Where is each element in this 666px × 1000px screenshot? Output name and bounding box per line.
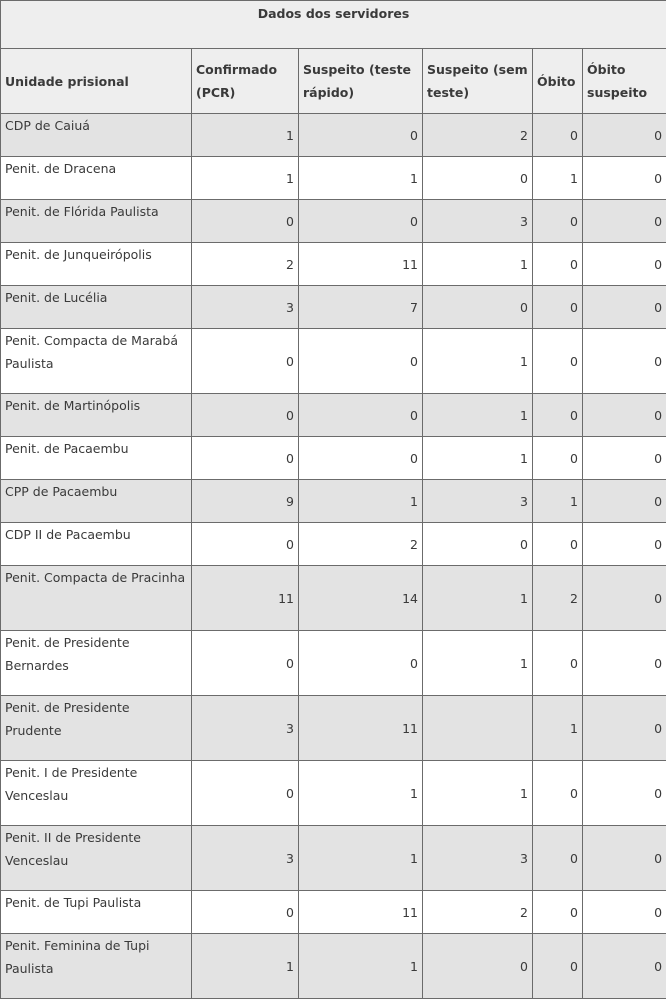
column-header-unit: Unidade prisional <box>1 49 192 114</box>
cell-unit: Penit. I de Presidente Venceslau <box>1 761 192 826</box>
cell-suspect-no-test: 0 <box>423 934 533 999</box>
cell-suspected-death: 0 <box>583 329 666 394</box>
cell-unit: Penit. de Dracena <box>1 157 192 200</box>
table-row <box>1 480 666 523</box>
cell-death: 1 <box>533 157 583 200</box>
cell-suspected-death: 0 <box>583 286 666 329</box>
cell-suspected-death: 0 <box>583 761 666 826</box>
cell-suspect-no-test: 1 <box>423 437 533 480</box>
cell-confirmed-pcr: 3 <box>192 286 299 329</box>
table-row <box>1 761 666 826</box>
cell-suspect-no-test: 3 <box>423 826 533 891</box>
cell-confirmed-pcr: 0 <box>192 761 299 826</box>
cell-death: 0 <box>533 523 583 566</box>
cell-suspected-death: 0 <box>583 631 666 696</box>
cell-unit: Penit. de Junqueirópolis <box>1 243 192 286</box>
cell-unit: Penit. de Presidente Prudente <box>1 696 192 761</box>
cell-death: 0 <box>533 631 583 696</box>
cell-suspected-death: 0 <box>583 891 666 934</box>
cell-suspect-rapid-test: 1 <box>299 826 423 891</box>
table-row <box>1 286 666 329</box>
column-header-suspect-no-test: Suspeito (sem teste) <box>423 49 533 114</box>
cell-death: 0 <box>533 286 583 329</box>
table-row <box>1 114 666 157</box>
cell-confirmed-pcr: 3 <box>192 826 299 891</box>
table-row <box>1 826 666 891</box>
table-row <box>1 523 666 566</box>
cell-unit: Penit. Compacta de Marabá Paulista <box>1 329 192 394</box>
cell-suspect-rapid-test: 1 <box>299 934 423 999</box>
cell-suspect-no-test: 1 <box>423 631 533 696</box>
cell-death: 2 <box>533 566 583 631</box>
cell-confirmed-pcr: 0 <box>192 329 299 394</box>
cell-suspect-rapid-test: 2 <box>299 523 423 566</box>
cell-suspect-rapid-test: 11 <box>299 891 423 934</box>
cell-confirmed-pcr: 0 <box>192 523 299 566</box>
cell-suspect-rapid-test: 7 <box>299 286 423 329</box>
column-header-death: Óbito <box>533 49 583 114</box>
column-header-suspect-rapid-test: Suspeito (teste rápido) <box>299 49 423 114</box>
table-row <box>1 394 666 437</box>
cell-unit: Penit. de Martinópolis <box>1 394 192 437</box>
table-row <box>1 437 666 480</box>
cell-suspect-no-test: 1 <box>423 243 533 286</box>
cell-suspected-death: 0 <box>583 114 666 157</box>
cell-confirmed-pcr: 0 <box>192 394 299 437</box>
cell-suspected-death: 0 <box>583 523 666 566</box>
cell-suspect-no-test: 1 <box>423 761 533 826</box>
cell-suspected-death: 0 <box>583 826 666 891</box>
cell-confirmed-pcr: 1 <box>192 114 299 157</box>
cell-suspected-death: 0 <box>583 157 666 200</box>
cell-suspect-rapid-test: 11 <box>299 696 423 761</box>
table-row <box>1 696 666 761</box>
cell-suspect-rapid-test: 0 <box>299 394 423 437</box>
cell-suspected-death: 0 <box>583 480 666 523</box>
cell-suspect-no-test: 3 <box>423 200 533 243</box>
cell-death: 0 <box>533 826 583 891</box>
cell-unit: CDP de Caiuá <box>1 114 192 157</box>
cell-suspect-no-test: 1 <box>423 566 533 631</box>
cell-unit: CDP II de Pacaembu <box>1 523 192 566</box>
cell-suspect-rapid-test: 0 <box>299 200 423 243</box>
cell-death: 0 <box>533 114 583 157</box>
cell-confirmed-pcr: 0 <box>192 891 299 934</box>
cell-suspect-no-test: 0 <box>423 523 533 566</box>
cell-death: 0 <box>533 437 583 480</box>
cell-suspect-rapid-test: 11 <box>299 243 423 286</box>
cell-death: 0 <box>533 243 583 286</box>
cell-confirmed-pcr: 1 <box>192 157 299 200</box>
cell-suspect-rapid-test: 14 <box>299 566 423 631</box>
table-row <box>1 157 666 200</box>
cell-suspect-rapid-test: 0 <box>299 114 423 157</box>
cell-unit: Penit. de Tupi Paulista <box>1 891 192 934</box>
table-title: Dados dos servidores <box>1 1 666 49</box>
cell-suspected-death: 0 <box>583 394 666 437</box>
table-row <box>1 329 666 394</box>
cell-unit: Penit. Compacta de Pracinha <box>1 566 192 631</box>
cell-confirmed-pcr: 2 <box>192 243 299 286</box>
cell-death: 1 <box>533 696 583 761</box>
cell-unit: Penit. de Lucélia <box>1 286 192 329</box>
cell-suspect-no-test <box>423 696 533 761</box>
table-row <box>1 631 666 696</box>
cell-suspect-no-test: 2 <box>423 891 533 934</box>
cell-death: 1 <box>533 480 583 523</box>
cell-unit: CPP de Pacaembu <box>1 480 192 523</box>
table-row <box>1 200 666 243</box>
cell-confirmed-pcr: 11 <box>192 566 299 631</box>
cell-suspect-no-test: 2 <box>423 114 533 157</box>
cell-suspect-rapid-test: 0 <box>299 437 423 480</box>
cell-suspected-death: 0 <box>583 696 666 761</box>
table-row <box>1 891 666 934</box>
cell-death: 0 <box>533 891 583 934</box>
cell-unit: Penit. II de Presidente Venceslau <box>1 826 192 891</box>
cell-death: 0 <box>533 394 583 437</box>
cell-confirmed-pcr: 1 <box>192 934 299 999</box>
cell-confirmed-pcr: 0 <box>192 200 299 243</box>
cell-suspect-rapid-test: 0 <box>299 329 423 394</box>
column-header-confirmed-pcr: Confirmado (PCR) <box>192 49 299 114</box>
cell-suspect-rapid-test: 1 <box>299 480 423 523</box>
cell-suspected-death: 0 <box>583 243 666 286</box>
cell-suspect-no-test: 1 <box>423 394 533 437</box>
table-body <box>1 114 666 999</box>
cell-suspect-no-test: 0 <box>423 286 533 329</box>
cell-death: 0 <box>533 934 583 999</box>
cell-suspected-death: 0 <box>583 437 666 480</box>
cell-suspected-death: 0 <box>583 566 666 631</box>
table-row <box>1 934 666 999</box>
cell-unit: Penit. de Pacaembu <box>1 437 192 480</box>
cell-death: 0 <box>533 200 583 243</box>
cell-suspect-no-test: 3 <box>423 480 533 523</box>
cell-suspect-rapid-test: 1 <box>299 157 423 200</box>
table-row <box>1 243 666 286</box>
cell-confirmed-pcr: 0 <box>192 437 299 480</box>
cell-unit: Penit. de Presidente Bernardes <box>1 631 192 696</box>
cell-confirmed-pcr: 0 <box>192 631 299 696</box>
table-row <box>1 566 666 631</box>
cell-suspected-death: 0 <box>583 200 666 243</box>
cell-death: 0 <box>533 329 583 394</box>
cell-confirmed-pcr: 9 <box>192 480 299 523</box>
cell-unit: Penit. de Flórida Paulista <box>1 200 192 243</box>
cell-suspected-death: 0 <box>583 934 666 999</box>
cell-death: 0 <box>533 761 583 826</box>
column-header-suspected-death: Óbito suspeito <box>583 49 666 114</box>
cell-suspect-no-test: 0 <box>423 157 533 200</box>
cell-suspect-rapid-test: 0 <box>299 631 423 696</box>
cell-confirmed-pcr: 3 <box>192 696 299 761</box>
cell-suspect-rapid-test: 1 <box>299 761 423 826</box>
cell-unit: Penit. Feminina de Tupi Paulista <box>1 934 192 999</box>
cell-suspect-no-test: 1 <box>423 329 533 394</box>
